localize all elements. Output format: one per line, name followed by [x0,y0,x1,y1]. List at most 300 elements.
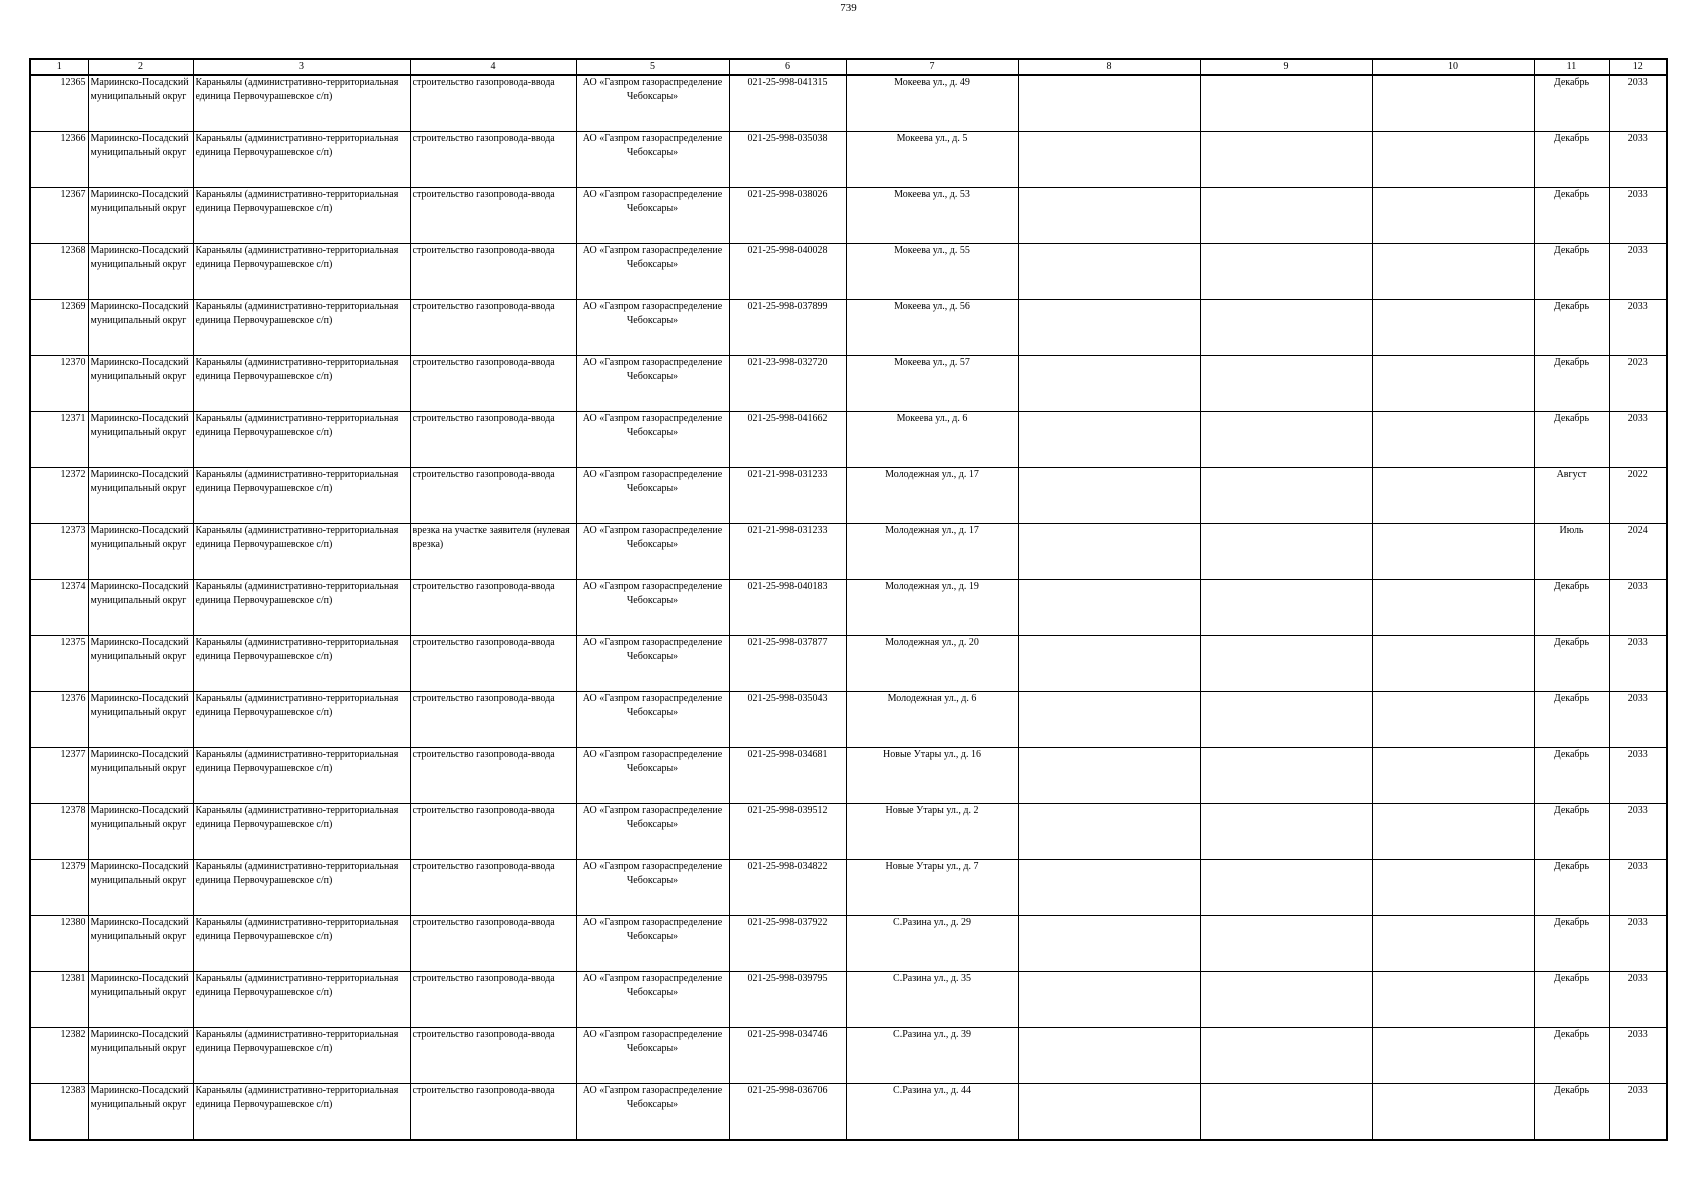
work-type-cell-text: строительство газопровода-ввода [412,77,555,88]
object-code-cell [729,300,846,356]
district-cell-text: Мариинско-Посадский муниципальный округ [90,525,189,550]
record-number [30,188,88,244]
column-9-cell [1200,1084,1372,1141]
settlement-cell-text: Караньялы (административно-территориальная единица Первочурашевское с/п) [195,413,399,438]
work-type-cell-text: строительство газопровода-ввода [412,917,555,928]
object-code-cell-text: 021-25-998-041662 [747,413,828,424]
record-number [30,132,88,188]
organization-cell-text: АО «Газпром газораспределение Чебоксары» [582,805,723,830]
year-cell-text: 2033 [1627,917,1648,928]
year-cell-text: 2033 [1627,861,1648,872]
district-cell [88,1084,193,1141]
organization-cell [576,860,729,916]
column-8-cell [1018,1084,1200,1141]
object-code-cell [729,580,846,636]
column-10-cell-text [1375,1028,1532,1083]
table-row [30,580,1667,636]
column-9-cell-text [1203,300,1370,355]
record-number [30,636,88,692]
work-type-cell-text: строительство газопровода-ввода [412,861,555,872]
table-row [30,916,1667,972]
table-row [30,804,1667,860]
year-cell [1609,804,1667,860]
column-8-cell [1018,916,1200,972]
column-10-cell-text [1375,636,1532,691]
column-9-cell [1200,524,1372,580]
month-cell-text: Декабрь [1553,581,1590,592]
work-type-cell [410,524,576,580]
district-cell [88,188,193,244]
address-cell [846,804,1018,860]
object-code-cell-text: 021-21-998-031233 [747,469,828,480]
month-cell-text: Декабрь [1553,637,1590,648]
month-cell-text: Декабрь [1553,301,1590,312]
district-cell [88,580,193,636]
settlement-cell [193,748,410,804]
object-code-cell [729,188,846,244]
column-9-cell [1200,692,1372,748]
organization-cell [576,244,729,300]
address-cell-text: Мокеева ул., д. 5 [896,133,968,144]
record-number-text: 12378 [60,805,86,816]
column-9-cell [1200,636,1372,692]
work-type-cell [410,972,576,1028]
object-code-cell-text: 021-25-998-035043 [747,693,828,704]
column-8-cell-text [1021,972,1198,1027]
settlement-cell [193,75,410,132]
column-10-cell-text [1375,972,1532,1027]
year-cell [1609,972,1667,1028]
settlement-cell [193,1028,410,1084]
record-number [30,412,88,468]
record-number [30,1084,88,1141]
organization-cell [576,692,729,748]
table-row [30,1084,1667,1141]
column-9-cell [1200,356,1372,412]
organization-cell-text: АО «Газпром газораспределение Чебоксары» [582,637,723,662]
column-8-cell-text [1021,580,1198,635]
month-cell-text: Декабрь [1553,189,1590,200]
table-row [30,300,1667,356]
address-cell-text: Молодежная ул., д. 6 [887,693,977,704]
month-cell [1534,748,1609,804]
month-cell [1534,244,1609,300]
column-9-cell-text [1203,1084,1370,1139]
object-code-cell-text: 021-25-998-034822 [747,861,828,872]
year-cell [1609,580,1667,636]
district-cell-text: Мариинско-Посадский муниципальный округ [90,917,189,942]
district-cell [88,300,193,356]
district-cell-text: Мариинско-Посадский муниципальный округ [90,413,189,438]
object-code-cell-text: 021-25-998-037877 [747,637,828,648]
column-header: 12 [1609,59,1667,75]
year-cell [1609,860,1667,916]
month-cell-text: Август [1556,469,1587,480]
month-cell-text: Декабрь [1553,973,1590,984]
organization-cell [576,524,729,580]
column-8-cell-text [1021,412,1198,467]
column-8-cell-text [1021,244,1198,299]
work-type-cell [410,75,576,132]
column-9-cell-text [1203,76,1370,131]
work-type-cell-text: строительство газопровода-ввода [412,189,555,200]
column-10-cell [1372,1028,1534,1084]
organization-cell [576,75,729,132]
address-cell-text: Молодежная ул., д. 17 [885,525,979,536]
column-9-cell-text [1203,636,1370,691]
object-code-cell-text: 021-23-998-032720 [747,357,828,368]
column-8-cell-text [1021,1028,1198,1083]
settlement-cell-text: Караньялы (административно-территориальная единица Первочурашевское с/п) [195,973,399,998]
record-number [30,1028,88,1084]
work-type-cell [410,468,576,524]
organization-cell [576,1084,729,1141]
work-type-cell-text: строительство газопровода-ввода [412,1029,555,1040]
address-cell-text: Мокеева ул., д. 55 [894,245,970,256]
organization-cell-text: АО «Газпром газораспределение Чебоксары» [582,189,723,214]
organization-cell [576,916,729,972]
column-10-cell-text [1375,356,1532,411]
year-cell-text: 2033 [1627,805,1648,816]
column-8-cell-text [1021,804,1198,859]
work-type-cell-text: врезка на участке заявителя (нулевая врезка) [412,525,570,550]
year-cell [1609,132,1667,188]
record-number-text: 12380 [60,917,86,928]
object-code-cell-text: 021-25-998-035038 [747,133,828,144]
column-8-cell-text [1021,524,1198,579]
year-cell-text: 2023 [1627,357,1648,368]
column-8-cell [1018,524,1200,580]
settlement-cell [193,692,410,748]
organization-cell-text: АО «Газпром газораспределение Чебоксары» [582,581,723,606]
district-cell-text: Мариинско-Посадский муниципальный округ [90,693,189,718]
district-cell [88,244,193,300]
object-code-cell [729,804,846,860]
address-cell [846,1028,1018,1084]
column-9-cell [1200,132,1372,188]
column-10-cell [1372,860,1534,916]
column-9-cell [1200,300,1372,356]
settlement-cell [193,468,410,524]
column-8-cell [1018,804,1200,860]
address-cell-text: С.Разина ул., д. 29 [893,917,971,928]
month-cell-text: Декабрь [1553,77,1590,88]
organization-cell-text: АО «Газпром газораспределение Чебоксары» [582,357,723,382]
month-cell [1534,860,1609,916]
record-number-text: 12377 [60,749,86,760]
address-cell [846,75,1018,132]
column-9-cell-text [1203,244,1370,299]
column-8-cell [1018,468,1200,524]
column-9-cell [1200,972,1372,1028]
district-cell [88,468,193,524]
month-cell [1534,412,1609,468]
column-10-cell [1372,748,1534,804]
registry-table [29,58,1668,1141]
column-10-cell [1372,692,1534,748]
record-number [30,860,88,916]
column-8-cell-text [1021,76,1198,131]
work-type-cell [410,1028,576,1084]
month-cell-text: Декабрь [1553,861,1590,872]
year-cell [1609,1084,1667,1141]
month-cell-text: Декабрь [1553,1029,1590,1040]
year-cell-text: 2033 [1627,245,1648,256]
organization-cell [576,580,729,636]
column-8-cell [1018,75,1200,132]
work-type-cell [410,748,576,804]
object-code-cell-text: 021-25-998-037899 [747,301,828,312]
year-cell [1609,468,1667,524]
column-8-cell [1018,188,1200,244]
column-9-cell [1200,468,1372,524]
month-cell [1534,132,1609,188]
column-10-cell [1372,244,1534,300]
settlement-cell-text: Караньялы (административно-территориальная единица Первочурашевское с/п) [195,637,399,662]
page-number: 739 [840,2,857,14]
column-9-cell-text [1203,468,1370,523]
month-cell-text: Июль [1559,525,1584,536]
column-9-cell [1200,748,1372,804]
work-type-cell-text: строительство газопровода-ввода [412,1085,555,1096]
object-code-cell [729,524,846,580]
table-row [30,412,1667,468]
work-type-cell-text: строительство газопровода-ввода [412,245,555,256]
column-10-cell [1372,412,1534,468]
organization-cell [576,636,729,692]
settlement-cell-text: Караньялы (административно-территориальная единица Первочурашевское с/п) [195,917,399,942]
district-cell [88,972,193,1028]
table-row [30,748,1667,804]
settlement-cell-text: Караньялы (административно-территориальная единица Первочурашевское с/п) [195,749,399,774]
organization-cell [576,412,729,468]
record-number-text: 12365 [60,77,86,88]
district-cell-text: Мариинско-Посадский муниципальный округ [90,189,189,214]
table-row [30,468,1667,524]
column-8-cell [1018,356,1200,412]
record-number [30,972,88,1028]
object-code-cell [729,748,846,804]
column-8-cell-text [1021,748,1198,803]
settlement-cell-text: Караньялы (административно-территориальная единица Первочурашевское с/п) [195,133,399,158]
organization-cell [576,300,729,356]
record-number [30,75,88,132]
record-number-text: 12376 [60,693,86,704]
column-8-cell-text [1021,692,1198,747]
column-header: 6 [729,59,846,75]
column-10-cell-text [1375,748,1532,803]
address-cell-text: Новые Утары ул., д. 16 [883,749,981,760]
organization-cell-text: АО «Газпром газораспределение Чебоксары» [582,749,723,774]
column-8-cell [1018,972,1200,1028]
settlement-cell [193,356,410,412]
address-cell-text: Новые Утары ул., д. 7 [885,861,979,872]
month-cell-text: Декабрь [1553,245,1590,256]
district-cell [88,804,193,860]
settlement-cell-text: Караньялы (административно-территориальная единица Первочурашевское с/п) [195,861,399,886]
record-number-text: 12383 [60,1085,86,1096]
column-header: 3 [193,59,410,75]
object-code-cell [729,412,846,468]
column-8-cell-text [1021,468,1198,523]
object-code-cell [729,244,846,300]
column-10-cell [1372,75,1534,132]
district-cell-text: Мариинско-Посадский муниципальный округ [90,973,189,998]
district-cell [88,412,193,468]
district-cell [88,748,193,804]
column-9-cell [1200,1028,1372,1084]
column-9-cell [1200,804,1372,860]
address-cell-text: Мокеева ул., д. 49 [894,77,970,88]
settlement-cell [193,804,410,860]
object-code-cell [729,860,846,916]
record-number-text: 12371 [60,413,86,424]
district-cell-text: Мариинско-Посадский муниципальный округ [90,77,189,102]
column-8-cell [1018,412,1200,468]
column-10-cell-text [1375,692,1532,747]
object-code-cell [729,692,846,748]
month-cell [1534,972,1609,1028]
column-9-cell-text [1203,132,1370,187]
work-type-cell-text: строительство газопровода-ввода [412,133,555,144]
registry-body [30,75,1667,1140]
district-cell-text: Мариинско-Посадский муниципальный округ [90,581,189,606]
column-10-cell [1372,804,1534,860]
column-header: 2 [88,59,193,75]
work-type-cell [410,132,576,188]
settlement-cell [193,916,410,972]
work-type-cell-text: строительство газопровода-ввода [412,693,555,704]
year-cell [1609,412,1667,468]
district-cell [88,75,193,132]
work-type-cell-text: строительство газопровода-ввода [412,357,555,368]
organization-cell-text: АО «Газпром газораспределение Чебоксары» [582,301,723,326]
settlement-cell-text: Караньялы (административно-территориальная единица Первочурашевское с/п) [195,189,399,214]
month-cell-text: Декабрь [1553,133,1590,144]
organization-cell-text: АО «Газпром газораспределение Чебоксары» [582,861,723,886]
column-9-cell-text [1203,860,1370,915]
address-cell [846,972,1018,1028]
column-9-cell-text [1203,580,1370,635]
settlement-cell [193,636,410,692]
year-cell [1609,916,1667,972]
column-9-cell [1200,244,1372,300]
year-cell [1609,300,1667,356]
work-type-cell-text: строительство газопровода-ввода [412,413,555,424]
column-8-cell-text [1021,132,1198,187]
district-cell-text: Мариинско-Посадский муниципальный округ [90,357,189,382]
object-code-cell [729,916,846,972]
settlement-cell [193,132,410,188]
column-8-cell [1018,244,1200,300]
organization-cell-text: АО «Газпром газораспределение Чебоксары» [582,1029,723,1054]
work-type-cell-text: строительство газопровода-ввода [412,637,555,648]
column-8-cell-text [1021,188,1198,243]
work-type-cell [410,300,576,356]
address-cell [846,468,1018,524]
column-header: 4 [410,59,576,75]
table-row [30,132,1667,188]
address-cell [846,860,1018,916]
column-10-cell-text [1375,188,1532,243]
column-10-cell [1372,300,1534,356]
address-cell [846,188,1018,244]
table-row [30,524,1667,580]
year-cell-text: 2033 [1627,637,1648,648]
column-9-cell [1200,580,1372,636]
work-type-cell [410,804,576,860]
object-code-cell [729,468,846,524]
column-header: 11 [1534,59,1609,75]
year-cell-text: 2033 [1627,301,1648,312]
settlement-cell [193,524,410,580]
column-9-cell [1200,860,1372,916]
object-code-cell-text: 021-25-998-039795 [747,973,828,984]
address-cell-text: Молодежная ул., д. 20 [885,637,979,648]
organization-cell [576,972,729,1028]
record-number [30,524,88,580]
settlement-cell-text: Караньялы (административно-территориальная единица Первочурашевское с/п) [195,1029,399,1054]
work-type-cell [410,692,576,748]
organization-cell-text: АО «Газпром газораспределение Чебоксары» [582,469,723,494]
month-cell-text: Декабрь [1553,805,1590,816]
column-9-cell-text [1203,188,1370,243]
settlement-cell-text: Караньялы (административно-территориальная единица Первочурашевское с/п) [195,805,399,830]
column-10-cell-text [1375,76,1532,131]
column-8-cell [1018,1028,1200,1084]
record-number-text: 12382 [60,1029,86,1040]
address-cell [846,1084,1018,1141]
settlement-cell [193,580,410,636]
address-cell-text: Мокеева ул., д. 56 [894,301,970,312]
organization-cell [576,804,729,860]
record-number-text: 12370 [60,357,86,368]
address-cell [846,580,1018,636]
settlement-cell-text: Караньялы (административно-территориальная единица Первочурашевское с/п) [195,581,399,606]
month-cell-text: Декабрь [1553,749,1590,760]
district-cell [88,636,193,692]
address-cell [846,692,1018,748]
year-cell [1609,692,1667,748]
column-8-cell [1018,132,1200,188]
table-row [30,972,1667,1028]
record-number [30,468,88,524]
column-9-cell [1200,75,1372,132]
year-cell [1609,356,1667,412]
month-cell-text: Декабрь [1553,693,1590,704]
settlement-cell [193,300,410,356]
district-cell [88,356,193,412]
work-type-cell [410,916,576,972]
address-cell-text: Мокеева ул., д. 53 [894,189,970,200]
month-cell [1534,468,1609,524]
district-cell-text: Мариинско-Посадский муниципальный округ [90,749,189,774]
object-code-cell-text: 021-25-998-040028 [747,245,828,256]
district-cell-text: Мариинско-Посадский муниципальный округ [90,245,189,270]
district-cell [88,132,193,188]
column-10-cell [1372,916,1534,972]
month-cell [1534,524,1609,580]
column-10-cell-text [1375,580,1532,635]
district-cell-text: Мариинско-Посадский муниципальный округ [90,133,189,158]
organization-cell [576,468,729,524]
district-cell-text: Мариинско-Посадский муниципальный округ [90,469,189,494]
organization-cell [576,748,729,804]
object-code-cell-text: 021-25-998-034746 [747,1029,828,1040]
address-cell-text: Молодежная ул., д. 17 [885,469,979,480]
year-cell [1609,636,1667,692]
organization-cell [576,356,729,412]
